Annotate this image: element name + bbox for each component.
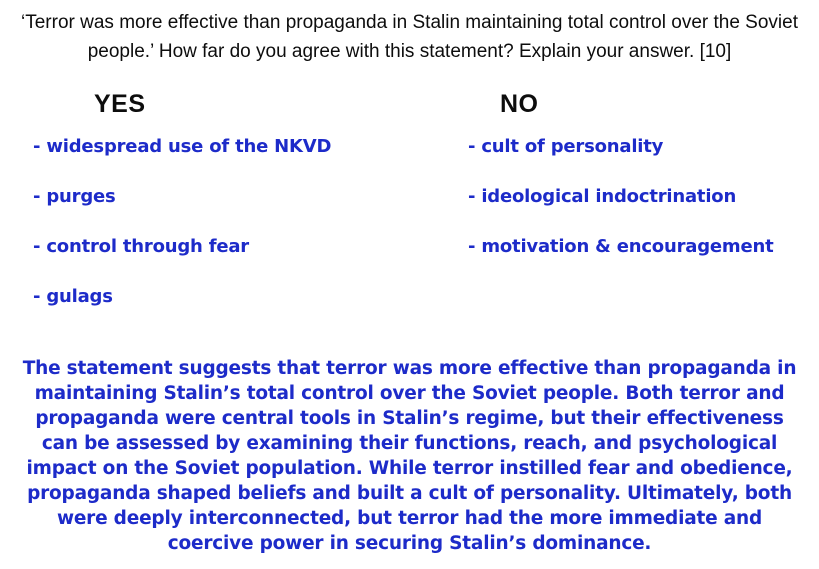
yes-list-item: - control through fear [33, 236, 249, 257]
no-list-item: - ideological indoctrination [468, 186, 737, 207]
answer-paragraph: The statement suggests that terror was more effective than propaganda in maintaining Stalin’s total control over the Soviet people. Both terror and propaganda were central tools in Stalin’s regime, but their effectiveness can be assessed by examining their functions, reach, and psychological impact on the Soviet population. While terror instilled fear and obedience, propaganda shaped beliefs and built a cult of personality. Ultimately, both were deeply interconnected, but terror had the more immediate and coercive power in securing Stalin’s dominance. [22, 358, 797, 554]
no-column [410, 90, 819, 335]
no-header: NO [500, 90, 539, 118]
yes-list-item: - gulags [33, 286, 113, 307]
yes-list-item: - purges [33, 186, 116, 207]
yes-header: YES [94, 90, 146, 118]
no-list-item: - motivation & encouragement [468, 236, 774, 257]
no-list-item: - cult of personality [468, 136, 664, 157]
yes-column [0, 90, 410, 335]
yes-list-item: - widespread use of the NKVD [33, 136, 332, 157]
question-text: ‘Terror was more effective than propaganda in Stalin maintaining total control over the Soviet people.’ How far do you agree with this statement? Explain your answer. [10] [21, 12, 798, 62]
yes-no-columns [0, 90, 819, 335]
